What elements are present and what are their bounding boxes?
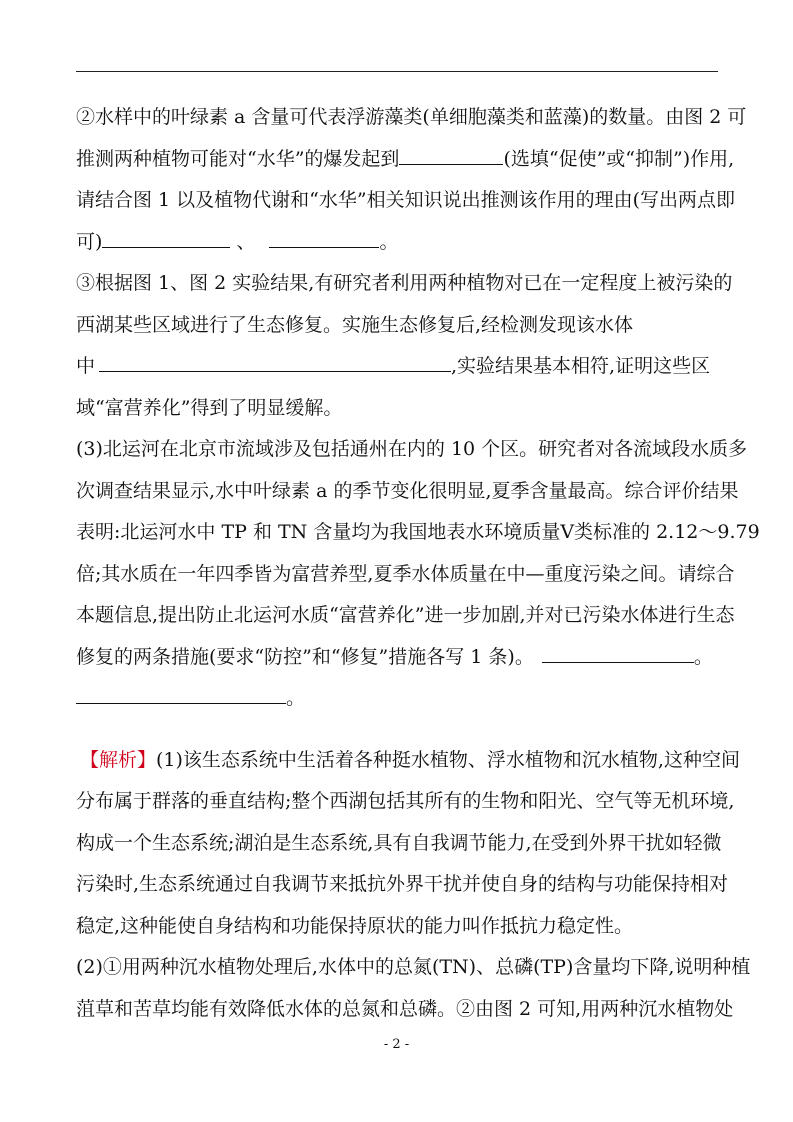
text-line: 西湖某些区域进行了生态修复。实施生态修复后,经检测发现该水体 <box>76 313 634 336</box>
text-line: 请结合图 1 以及植物代谢和“水华”相关知识说出推测该作用的理由(写出两点即 <box>76 189 736 211</box>
answer-blank[interactable] <box>269 228 379 248</box>
text-line: 可) 、 。 <box>76 222 718 264</box>
analysis-line: 分布属于群落的垂直结构;整个西湖包括其所有的生物和阳光、空气等无机环境, <box>76 790 735 812</box>
page-number: - 2 - <box>383 1037 410 1052</box>
text-line: 表明:北运河水中 TP 和 TN 含量均为我国地表水环境质量Ⅴ类标准的 2.12～9.79 <box>76 521 760 543</box>
analysis-label: 【解析】 <box>80 748 157 771</box>
answer-blank[interactable] <box>102 228 230 248</box>
text-line: 推测两种植物可能对“水华”的爆发起到 (选填“促使”或“抑制”)作用, <box>76 139 718 181</box>
text-line: 中 ,实验结果基本相符,证明这些区 <box>76 346 718 388</box>
answer-blank[interactable] <box>399 145 503 165</box>
analysis-line: 构成一个生态系统;湖泊是生态系统,具有自我调节能力,在受到外界干扰如轻微 <box>76 831 722 854</box>
answer-blank[interactable] <box>542 643 694 663</box>
text-line: 修复的两条措施(要求“防控”和“修复”措施各写 1 条)。 。 <box>76 637 718 679</box>
analysis-line: 菹草和苦草均能有效降低水体的总氮和总磷。②由图 2 可知,用两种沉水植物处 <box>76 997 734 1020</box>
analysis-line: (2)①用两种沉水植物处理后,水体中的总氮(TN)、总磷(TP)含量均下降,说明种植 <box>76 956 751 978</box>
document-body <box>76 97 760 1030</box>
header-rule <box>76 71 718 72</box>
text-line: 。 <box>76 678 718 720</box>
answer-blank[interactable] <box>76 684 286 704</box>
analysis-line: 污染时,生态系统通过自我调节来抵抗外界干扰并使自身的结构与功能保持相对 <box>76 873 729 895</box>
text-line: 域“富营养化”得到了明显缓解。 <box>76 396 343 419</box>
analysis-line: 稳定,这种能使自身结构和功能保持原状的能力叫作抵抗力稳定性。 <box>76 914 634 937</box>
answer-blank[interactable] <box>99 352 451 372</box>
text-line: ②水样中的叶绿素 a 含量可代表浮游藻类(单细胞藻类和蓝藻)的数量。由图 2 可 <box>76 106 747 128</box>
analysis-line: 【解析】(1)该生态系统中生活着各种挺水植物、浮水植物和沉水植物,这种空间 <box>80 748 740 771</box>
text-line: 次调查结果显示,水中叶绿素 a 的季节变化很明显,夏季含量最高。综合评价结果 <box>76 479 739 502</box>
text-line: ③根据图 1、图 2 实验结果,有研究者利用两种植物对已在一定程度上被污染的 <box>76 272 733 294</box>
text-line: 本题信息,提出防止北运河水质“富营养化”进一步加剧,并对已污染水体进行生态 <box>76 604 735 626</box>
text-line: (3)北运河在北京市流域涉及包括通州在内的 10 个区。研究者对各流域段水质多 <box>76 438 748 460</box>
text-line: 倍;其水质在一年四季皆为富营养型,夏季水体质量在中—重度污染之间。请综合 <box>76 562 735 585</box>
